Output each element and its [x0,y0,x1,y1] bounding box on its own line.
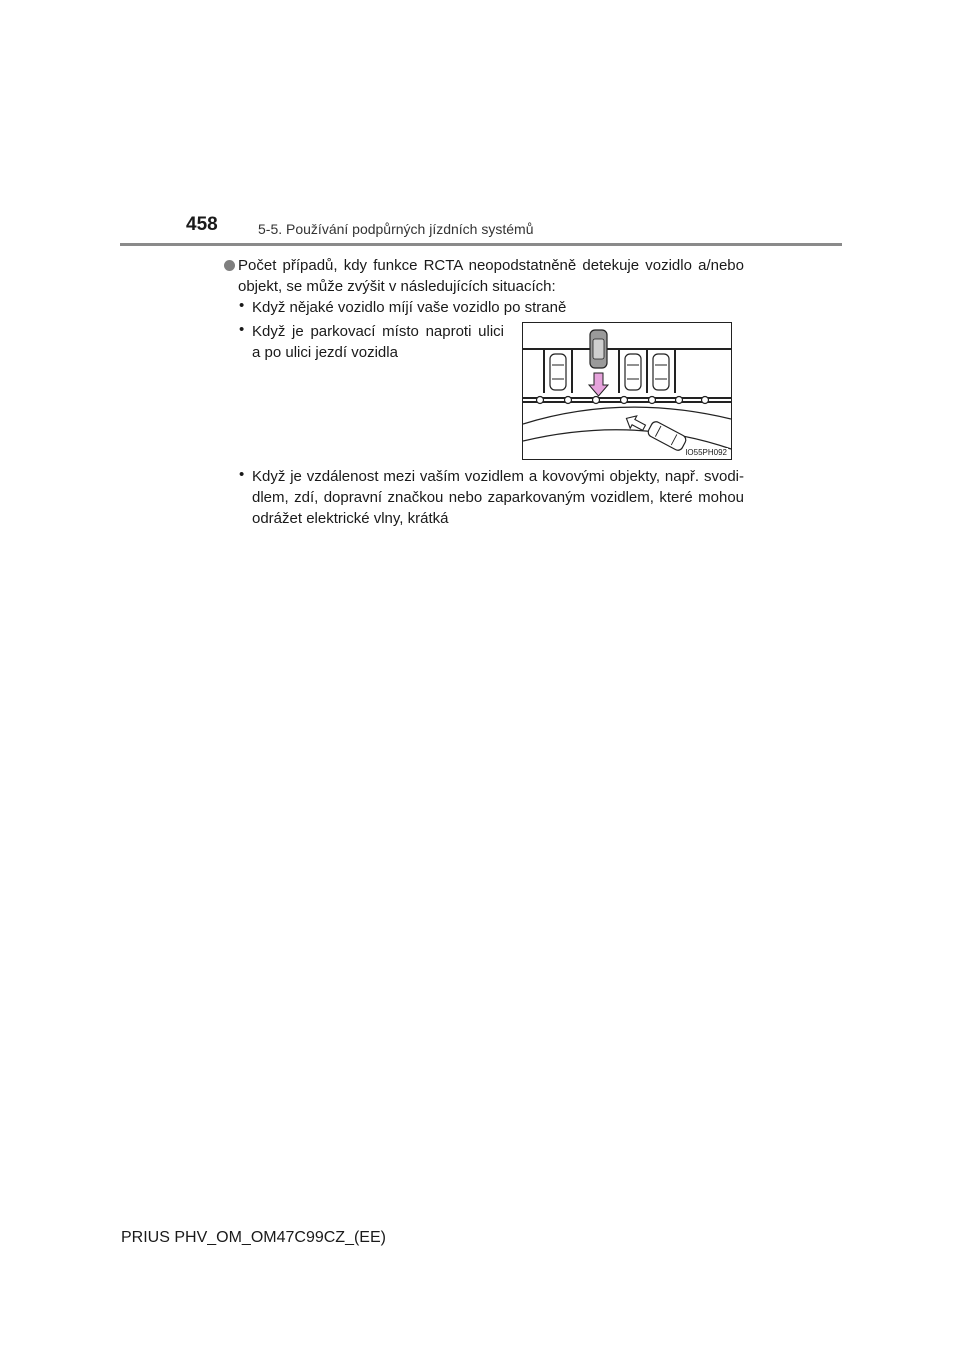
section-title: 5-5. Používání podpůrných jízdních systémů [258,221,534,237]
list-item-2-line-2: a po ulici jezdí vozidla [252,344,398,361]
parking-diagram-icon [523,323,731,459]
figure-code: IO55PH092 [685,448,727,457]
intro-text-line-1: Počet případů, kdy funkce RCTA neopodstatněně detekuje vozidlo a/nebo [238,257,744,274]
bullet-symbol: • [239,321,245,338]
bullet-symbol: • [239,466,245,483]
document-id: PRIUS PHV_OM_OM47C99CZ_(EE) [121,1229,386,1246]
page-number: 458 [186,214,218,235]
list-item-3-line-1: Když je vzdálenost mezi vaším vozidlem a kovovými objekty, např. svodi- [252,468,744,485]
list-item-3-line-3: odrážet elektrické vlny, krátká [252,510,449,527]
list-item-1: Když nějaké vozidlo míjí vaše vozidlo po straně [252,299,567,316]
circle-bullet-icon [224,260,235,271]
bullet-symbol: • [239,297,245,314]
intro-text-line-2: objekt, se může zvýšit v následujících situacích: [238,278,556,295]
list-item-3-line-2: dlem, zdí, dopravní značkou nebo zaparkovaným vozidlem, které mohou [252,489,744,506]
list-item-2-line-1: Když je parkovací místo naproti ulici [252,323,504,340]
header-rule [120,243,842,246]
parking-illustration [522,322,732,460]
